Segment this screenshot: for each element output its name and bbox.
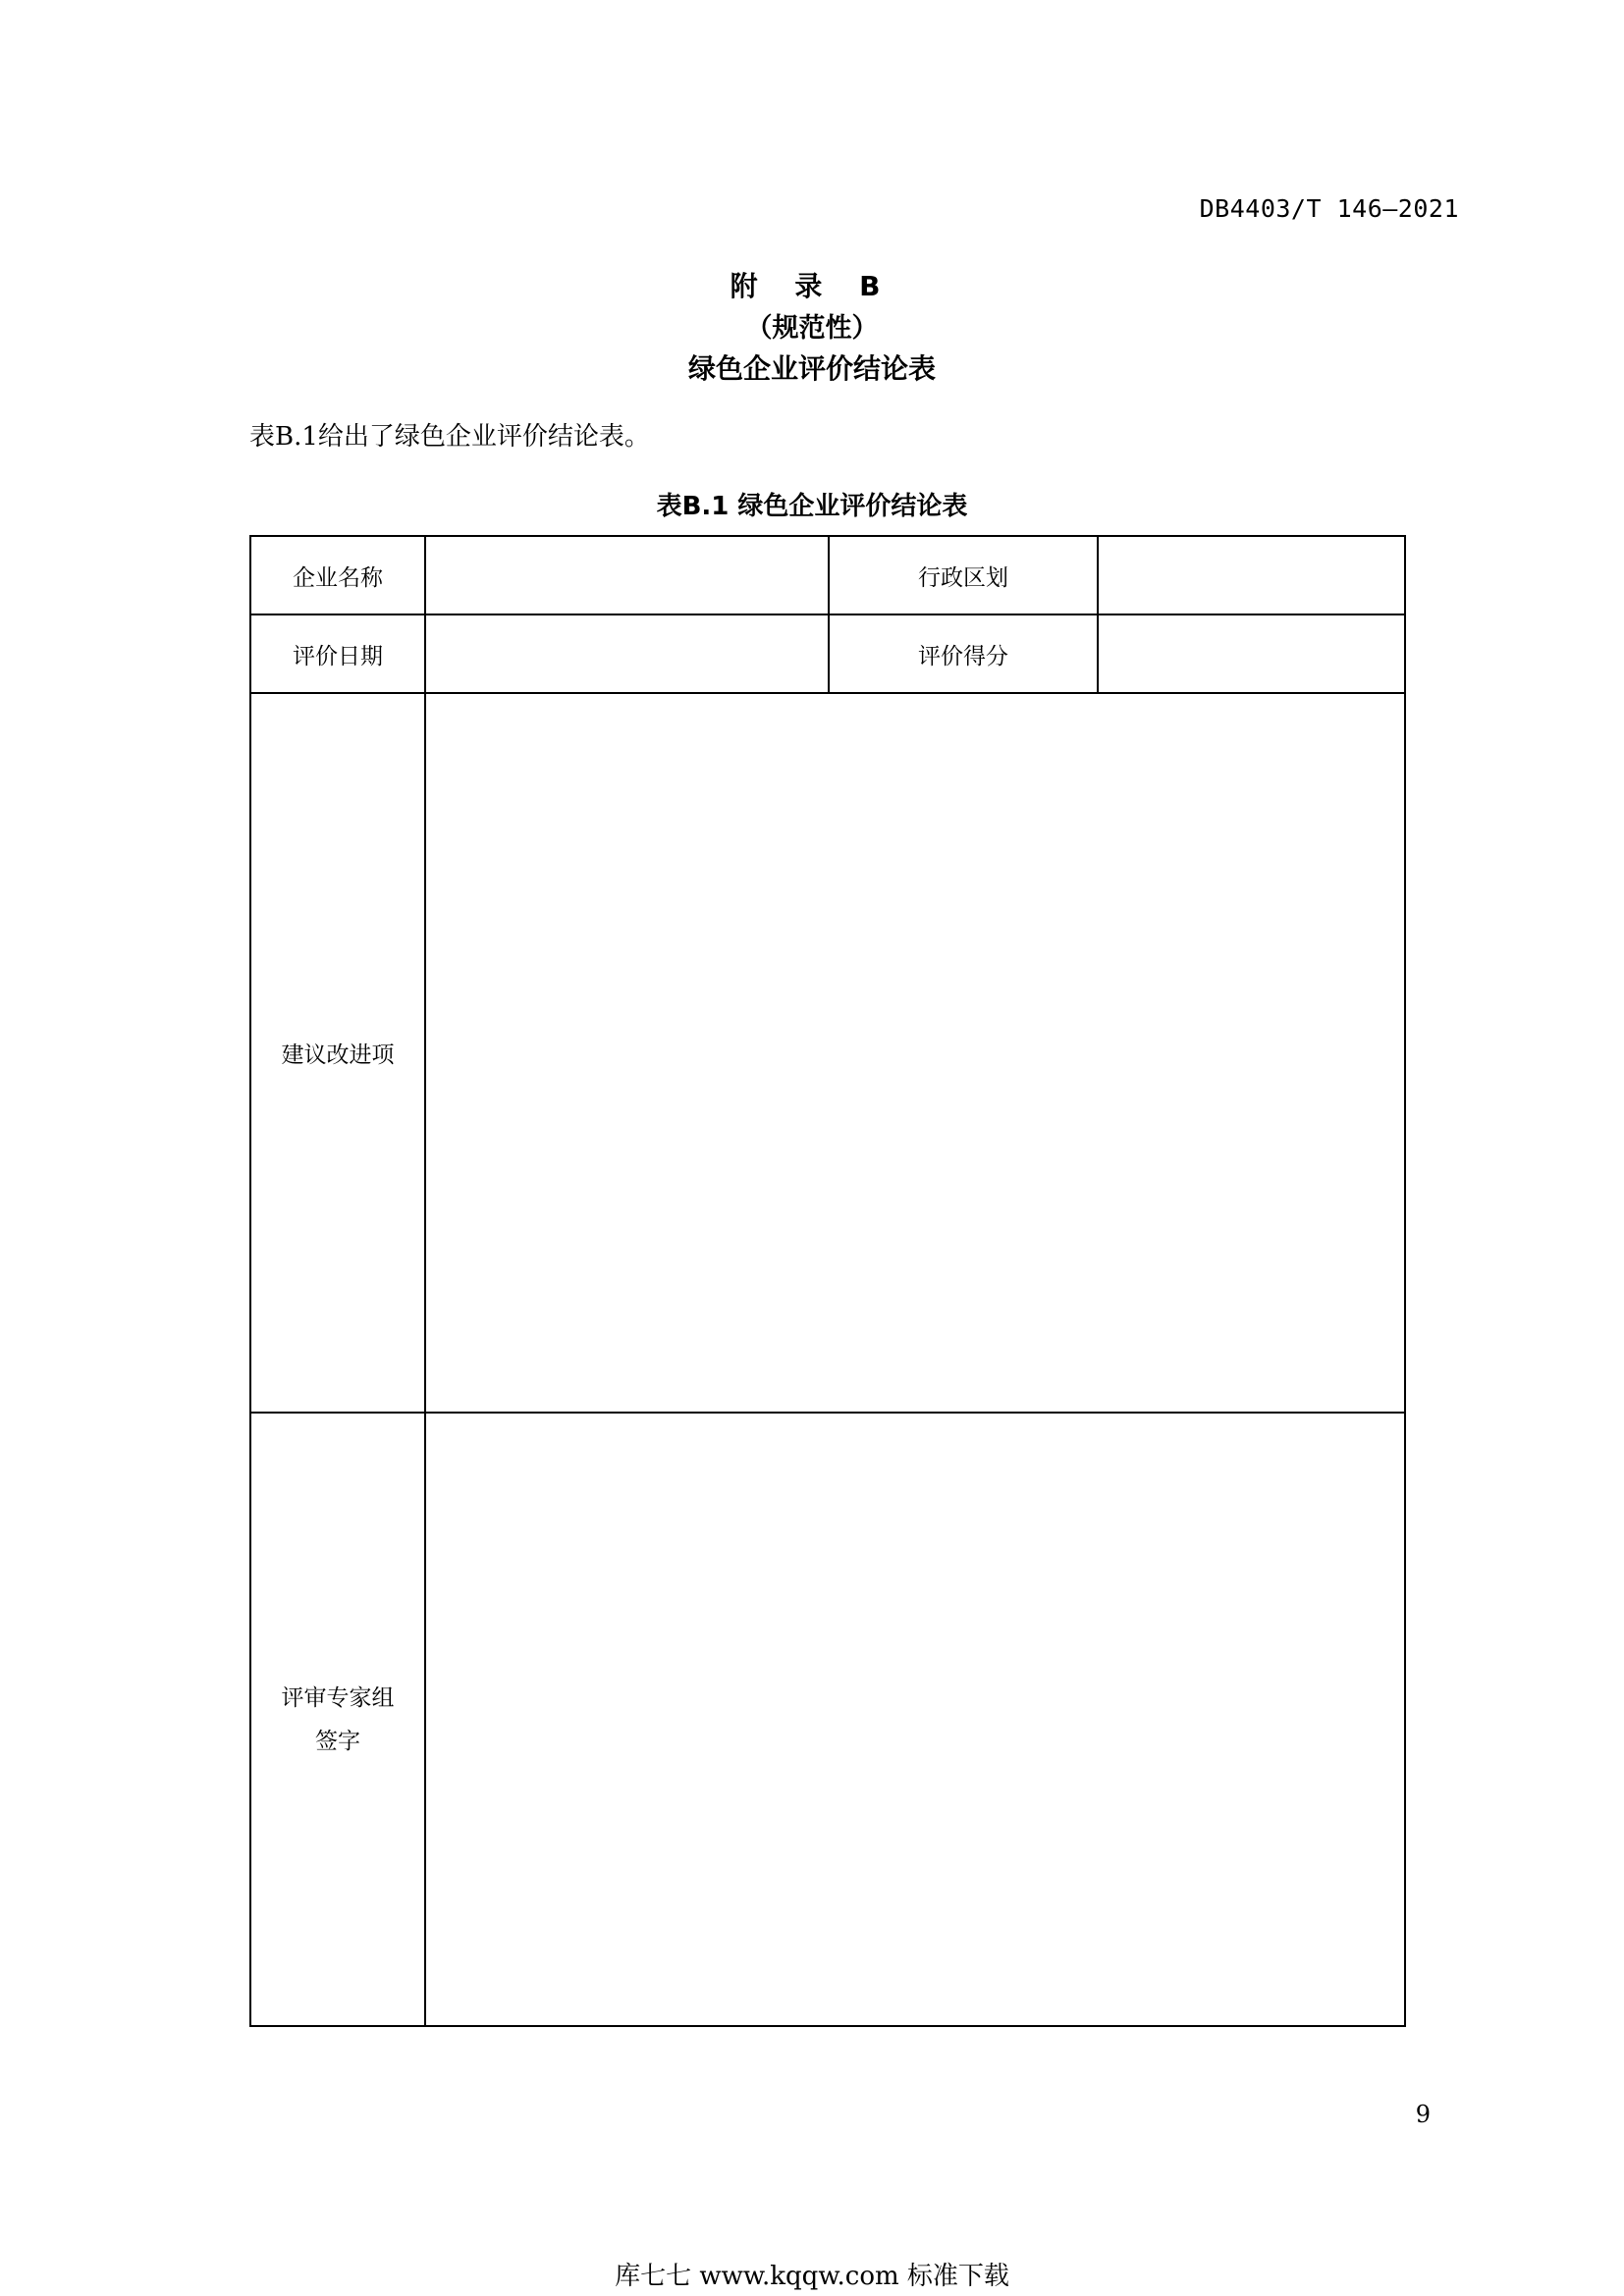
appendix-label: 附 录 B — [730, 270, 894, 302]
evaluation-score-label: 评价得分 — [829, 614, 1098, 693]
improvement-items-field[interactable] — [425, 693, 1405, 1413]
evaluation-score-field[interactable] — [1098, 614, 1405, 693]
enterprise-name-field[interactable] — [425, 536, 829, 614]
appendix-nature: （规范性） — [745, 313, 879, 344]
expert-signature-label-line2: 签字 — [315, 1728, 360, 1754]
table-row — [250, 614, 1405, 693]
administrative-division-field[interactable] — [1098, 536, 1405, 614]
evaluation-date-label: 评价日期 — [250, 614, 425, 693]
expert-signature-label-line1: 评审专家组 — [281, 1684, 395, 1711]
intro-text: 表B.1给出了绿色企业评价结论表。 — [249, 422, 650, 452]
table-row — [250, 536, 1405, 614]
table-row — [250, 1413, 1405, 2026]
administrative-division-label: 行政区划 — [829, 536, 1098, 614]
table-row — [250, 693, 1405, 1413]
improvement-items-label: 建议改进项 — [250, 693, 425, 1413]
evaluation-date-field[interactable] — [425, 614, 829, 693]
evaluation-conclusion-table — [249, 535, 1406, 2027]
document-number: DB4403/T 146—2021 — [1199, 194, 1459, 223]
appendix-title: 绿色企业评价结论表 — [687, 352, 936, 385]
expert-signature-field[interactable] — [425, 1413, 1405, 2026]
expert-signature-label — [250, 1413, 425, 2026]
enterprise-name-label: 企业名称 — [250, 536, 425, 614]
page-number: 9 — [1415, 2101, 1431, 2128]
table-caption: 表B.1 绿色企业评价结论表 — [656, 492, 968, 521]
footer-watermark-text: 库七七 www.kqqw.com 标准下载 — [615, 2262, 1009, 2291]
